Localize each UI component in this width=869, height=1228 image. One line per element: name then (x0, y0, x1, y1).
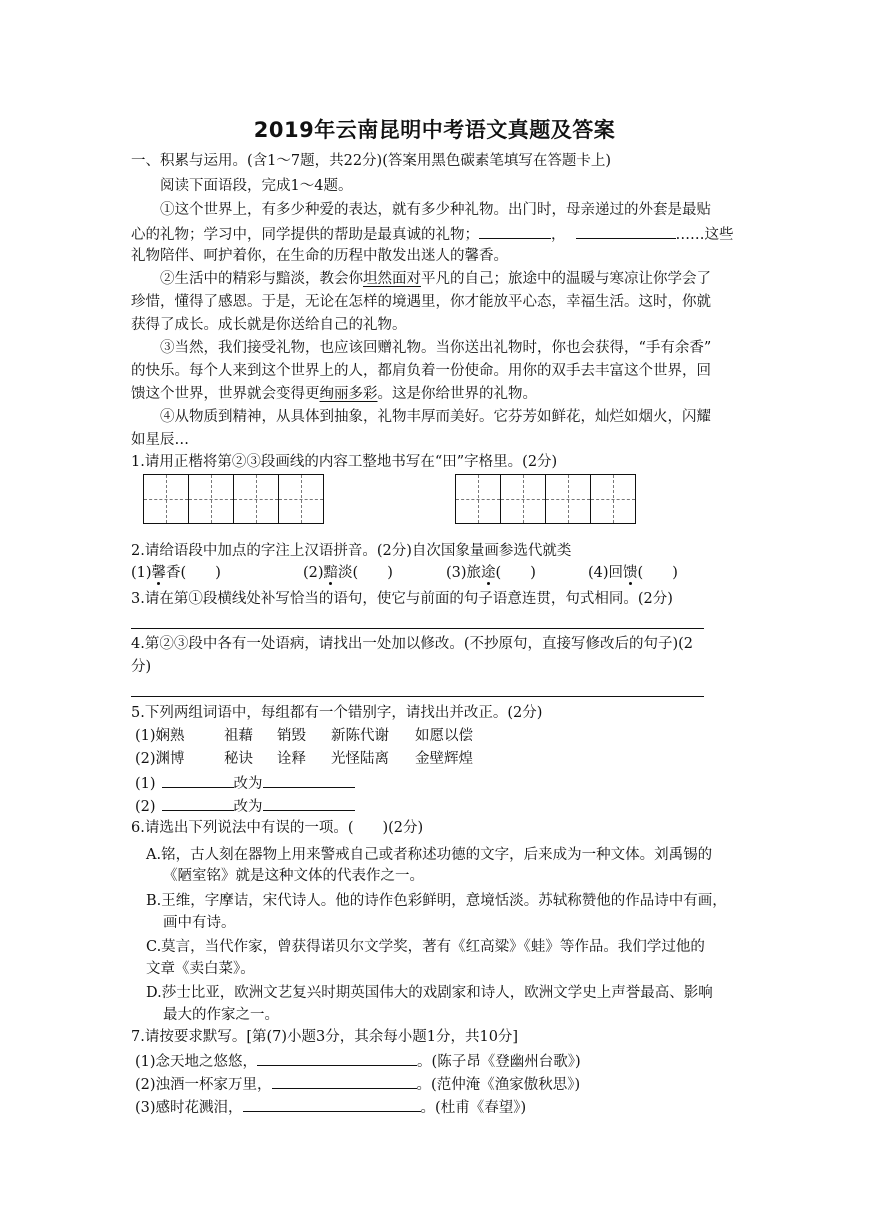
q2-option-4 (588, 563, 678, 583)
p1-blank-2[interactable] (576, 223, 676, 239)
q2-dotted-char: 途 (481, 565, 496, 581)
p1-line2-text: 心的礼物；学习中，同学提供的帮助是最真诚的礼物； (131, 227, 479, 243)
q4-answer-line[interactable] (131, 696, 704, 697)
question-4-line1: 4.第②③段中各有一处语病，请找出一处加以修改。(不抄原句，直接写修改后的句子)(2 (131, 636, 694, 652)
p1-comma: ， (551, 227, 566, 243)
question-4-line2: 分) (131, 659, 152, 675)
q5-answer-1-num: (1) (135, 776, 156, 792)
tianzige-cell[interactable] (455, 474, 501, 524)
q2-dotted-char: 馨 (151, 565, 167, 581)
q5-correct-char-blank[interactable] (263, 795, 355, 811)
q2-option-4-rest: ( ) (637, 565, 678, 581)
p3-underlined-phrase: 绚丽多彩 (319, 386, 378, 402)
q7-item-2-source: 。(范仲淹《渔家傲秋思》) (416, 1077, 581, 1093)
q6-option-c-line1: C.莫言，当代作家，曾获得诺贝尔文学奖，著有《红高粱》《蛙》等作品。我们学过他的 (146, 939, 705, 955)
q5-row-1-item: 销毁 (277, 728, 306, 744)
p4-line1: ④从物质到精神，从具体到抽象，礼物丰厚而美好。它芬芳如鲜花，灿烂如烟火，闪耀 (160, 409, 711, 425)
p3-line1: ③当然，我们接受礼物，也应该回赠礼物。当你送出礼物时，你也会获得，“手有余香” (160, 340, 712, 356)
q6-option-b-line2: 画中有诗。 (163, 915, 236, 931)
q5-row-1-item: 祖藉 (224, 728, 253, 744)
question-1: 1.请用正楷将第②③段画线的内容工整地书写在“田”字格里。(2分) (131, 454, 558, 470)
q5-row-1-item: 如愿以偿 (415, 728, 473, 744)
q7-item-3 (135, 1096, 526, 1118)
p3-line3-a: 馈这个世界，世界就会变得更 (131, 386, 320, 402)
p1-line2-end: ……这些 (675, 227, 734, 243)
q7-item-1-prompt: (1)念天地之悠悠， (135, 1054, 258, 1070)
q5-row-2-item: (2)渊博 (135, 751, 185, 767)
q2-option-2 (303, 563, 393, 583)
p2-line1-a: ②生活中的精彩与黯淡，教会你 (160, 271, 363, 287)
q2-option-3-num: (3)旅 (446, 565, 482, 581)
q6-option-c-line2: 文章《卖白菜》。 (146, 961, 255, 977)
q7-item-2 (135, 1073, 580, 1095)
q5-row-2-item: 光怪陆离 (331, 751, 389, 767)
q2-dotted-char: 黯 (323, 565, 339, 581)
p2-line3: 获得了成长。成长就是你送给自己的礼物。 (131, 317, 407, 333)
q7-item-3-prompt: (3)感时花溅泪， (135, 1100, 243, 1116)
p2-line2: 珍惜，懂得了感恩。于是，无论在怎样的境遇里，你才能放平心态，幸福生活。这时，你就 (131, 294, 711, 310)
p1-blank-1[interactable] (479, 223, 551, 239)
p2-line1-b: 平凡的自己；旅途中的温暖与寒凉让你学会了 (421, 271, 711, 287)
q7-item-1 (135, 1050, 581, 1072)
q7-item-1-blank[interactable] (257, 1050, 417, 1066)
p2-underlined-phrase: 坦然面对 (363, 271, 421, 287)
q2-option-2-rest: 淡( ) (338, 565, 393, 581)
reading-intro: 阅读下面语段，完成1～4题。 (160, 178, 353, 194)
q5-row-1-item: 新陈代谢 (331, 728, 389, 744)
q7-item-3-source: 。(杜甫《春望》) (420, 1100, 527, 1116)
q6-option-a-line2: 《陋室铭》就是这种文体的代表作之一。 (163, 868, 424, 884)
q2-option-4-num: (4)回 (588, 565, 624, 581)
q7-item-2-prompt: (2)浊酒一杯家万里， (135, 1077, 272, 1093)
q2-option-1 (131, 563, 221, 583)
p3-line3 (131, 384, 537, 404)
page-title: 2019年云南昆明中考语文真题及答案 (253, 118, 616, 142)
q6-option-d-line1: D.莎士比亚，欧洲文艺复兴时期英国伟大的戏剧家和诗人，欧洲文学史上声誉最高、影响 (146, 985, 713, 1001)
p4-line2: 如星辰… (131, 432, 189, 448)
question-7: 7.请按要求默写。[第(7)小题3分，其余每小题1分，共10分] (131, 1029, 519, 1045)
tianzige-cell[interactable] (500, 474, 546, 524)
q5-row-2-item: 秘诀 (224, 751, 253, 767)
tianzige-grid-left[interactable] (143, 474, 324, 524)
p3-line2: 的快乐。每个人来到这个世界上的人，都肩负着一份使命。用你的双手去丰富这个世界，回 (131, 363, 711, 379)
q5-answer-1 (135, 772, 355, 794)
question-5: 5.下列两组词语中，每组都有一个错别字，请找出并改正。(2分) (131, 705, 543, 721)
q2-option-2-num: (2) (303, 565, 324, 581)
question-6: 6.请选出下列说法中有误的一项。( )(2分) (131, 820, 424, 836)
tianzige-cell[interactable] (590, 474, 636, 524)
tianzige-cell[interactable] (143, 474, 189, 524)
q2-dotted-char: 馈 (623, 565, 638, 581)
question-2: 2.请给语段中加点的字注上汉语拼音。(2分)自次国象量画参选代就类 (131, 543, 572, 559)
q5-row-2-item: 诠释 (277, 751, 306, 767)
q5-answer-2-num: (2) (135, 799, 156, 815)
tianzige-cell[interactable] (545, 474, 591, 524)
p2-line1 (160, 269, 711, 289)
q6-option-d-line2: 最大的作家之一。 (163, 1007, 279, 1023)
q5-row-2-item: 金壁辉煌 (415, 751, 473, 767)
question-3: 3.请在第①段横线处补写恰当的语句，使它与前面的句子语意连贯，句式相同。(2分) (131, 591, 673, 607)
q6-option-a-line1: A.铭，古人刻在器物上用来警戒自己或者称述功德的文字，后来成为一种文体。刘禹锡的 (146, 847, 713, 863)
section-heading: 一、积累与运用。(含1～7题，共22分)(答案用黑色碳素笔填写在答题卡上) (131, 153, 612, 169)
tianzige-cell[interactable] (233, 474, 279, 524)
q6-option-b-line1: B.王维，字摩诘，宋代诗人。他的诗作色彩鲜明，意境恬淡。苏轼称赞他的作品诗中有画， (146, 893, 727, 909)
q5-correct-char-blank[interactable] (263, 772, 355, 788)
q5-change-label: 改为 (233, 799, 263, 815)
q2-option-3 (446, 563, 536, 583)
q5-change-label: 改为 (233, 776, 263, 792)
q2-option-3-rest: ( ) (495, 565, 536, 581)
q5-wrong-char-blank[interactable] (162, 772, 234, 788)
q7-item-1-source: 。(陈子昂《登幽州台歌》) (417, 1054, 581, 1070)
p1-line2 (131, 223, 734, 245)
q5-wrong-char-blank[interactable] (162, 795, 234, 811)
q7-item-3-blank[interactable] (243, 1096, 421, 1112)
p1-line1: ①这个世界上，有多少种爱的表达，就有多少种礼物。出门时，母亲递过的外套是最贴 (160, 202, 711, 218)
p3-line3-b: 。这是你给世界的礼物。 (377, 386, 537, 402)
q2-option-1-rest: 香( ) (166, 565, 221, 581)
tianzige-cell[interactable] (188, 474, 234, 524)
q2-option-1-num: (1) (131, 565, 152, 581)
q5-row-1-item: (1)娴熟 (135, 728, 185, 744)
q7-item-2-blank[interactable] (272, 1073, 417, 1089)
q5-answer-2 (135, 795, 355, 817)
p1-line3: 礼物陪伴、呵护着你，在生命的历程中散发出迷人的馨香。 (131, 248, 508, 264)
tianzige-grid-right[interactable] (455, 474, 636, 524)
q3-answer-line[interactable] (131, 628, 704, 629)
tianzige-cell[interactable] (278, 474, 324, 524)
